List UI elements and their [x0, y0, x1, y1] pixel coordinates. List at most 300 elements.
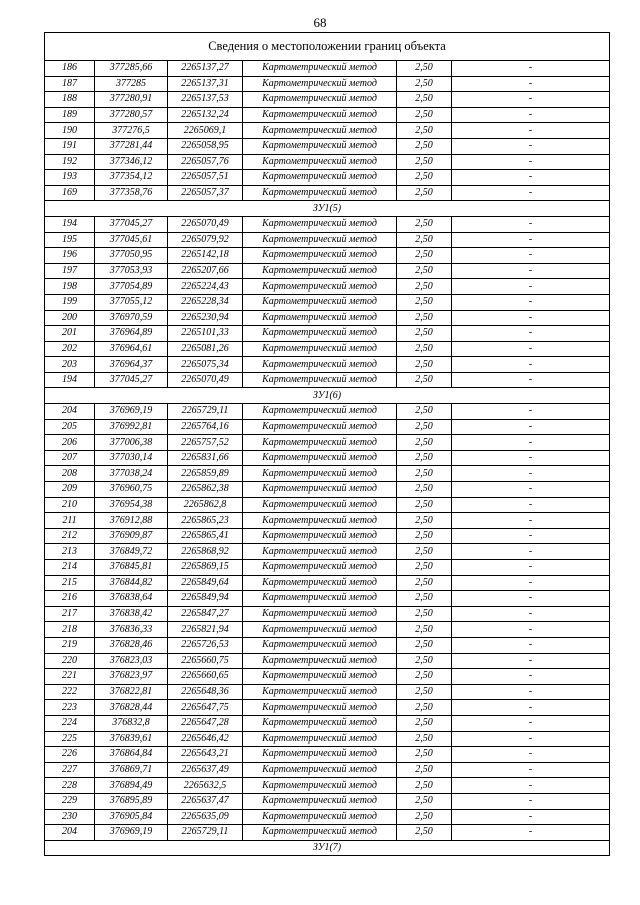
point-number: 214: [45, 560, 95, 576]
description-cell: -: [452, 435, 610, 451]
table-row: [45, 513, 610, 529]
accuracy-cell: 2,50: [397, 154, 452, 170]
accuracy-cell: 2,50: [397, 637, 452, 653]
method-cell: Картометрический метод: [243, 544, 397, 560]
accuracy-cell: 2,50: [397, 294, 452, 310]
coord-x: 376828,46: [95, 637, 168, 653]
coord-y: 2265865,23: [168, 513, 243, 529]
method-cell: Картометрический метод: [243, 107, 397, 123]
coord-y: 2265075,34: [168, 357, 243, 373]
table-row: [45, 637, 610, 653]
coord-y: 2265058,95: [168, 138, 243, 154]
accuracy-cell: 2,50: [397, 216, 452, 232]
description-cell: -: [452, 762, 610, 778]
table-row: [45, 248, 610, 264]
accuracy-cell: 2,50: [397, 747, 452, 763]
method-cell: Картометрический метод: [243, 700, 397, 716]
table-row: [45, 528, 610, 544]
coord-x: 377054,89: [95, 279, 168, 295]
coord-y: 2265132,24: [168, 107, 243, 123]
coord-y: 2265070,49: [168, 216, 243, 232]
accuracy-cell: 2,50: [397, 778, 452, 794]
accuracy-cell: 2,50: [397, 92, 452, 108]
method-cell: Картометрический метод: [243, 294, 397, 310]
method-cell: Картометрический метод: [243, 154, 397, 170]
coord-x: 377354,12: [95, 170, 168, 186]
coord-y: 2265137,27: [168, 61, 243, 77]
accuracy-cell: 2,50: [397, 404, 452, 420]
coord-x: 376822,81: [95, 684, 168, 700]
section-row: [45, 201, 610, 217]
coord-y: 2265637,49: [168, 762, 243, 778]
coord-y: 2265648,36: [168, 684, 243, 700]
accuracy-cell: 2,50: [397, 123, 452, 139]
coord-x: 377055,12: [95, 294, 168, 310]
coord-y: 2265137,31: [168, 76, 243, 92]
accuracy-cell: 2,50: [397, 482, 452, 498]
accuracy-cell: 2,50: [397, 170, 452, 186]
accuracy-cell: 2,50: [397, 825, 452, 841]
coord-y: 2265821,94: [168, 622, 243, 638]
table-row: [45, 372, 610, 388]
accuracy-cell: 2,50: [397, 575, 452, 591]
description-cell: -: [452, 778, 610, 794]
table-row: [45, 341, 610, 357]
method-cell: Картометрический метод: [243, 372, 397, 388]
description-cell: -: [452, 279, 610, 295]
accuracy-cell: 2,50: [397, 715, 452, 731]
table-row: [45, 622, 610, 638]
method-cell: Картометрический метод: [243, 232, 397, 248]
coord-x: 376969,19: [95, 825, 168, 841]
description-cell: -: [452, 513, 610, 529]
table-row: [45, 185, 610, 201]
point-number: 199: [45, 294, 95, 310]
coord-x: 377285,66: [95, 61, 168, 77]
point-number: 200: [45, 310, 95, 326]
table-row: [45, 404, 610, 420]
coord-x: 376845,81: [95, 560, 168, 576]
point-number: 225: [45, 731, 95, 747]
description-cell: -: [452, 404, 610, 420]
coord-y: 2265637,47: [168, 793, 243, 809]
method-cell: Картометрический метод: [243, 466, 397, 482]
coord-y: 2265862,8: [168, 497, 243, 513]
table-row: [45, 310, 610, 326]
point-number: 208: [45, 466, 95, 482]
method-cell: Картометрический метод: [243, 560, 397, 576]
point-number: 229: [45, 793, 95, 809]
coord-y: 2265137,53: [168, 92, 243, 108]
coord-x: 376909,87: [95, 528, 168, 544]
point-number: 204: [45, 825, 95, 841]
method-cell: Картометрический метод: [243, 762, 397, 778]
method-cell: Картометрический метод: [243, 669, 397, 685]
table-row: [45, 653, 610, 669]
accuracy-cell: 2,50: [397, 560, 452, 576]
description-cell: -: [452, 560, 610, 576]
point-number: 189: [45, 107, 95, 123]
point-number: 226: [45, 747, 95, 763]
table-title-row: [45, 33, 610, 61]
section-row: [45, 388, 610, 404]
accuracy-cell: 2,50: [397, 279, 452, 295]
point-number: 204: [45, 404, 95, 420]
accuracy-cell: 2,50: [397, 185, 452, 201]
table-row: [45, 544, 610, 560]
table-row: [45, 669, 610, 685]
point-number: 209: [45, 482, 95, 498]
coord-y: 2265764,16: [168, 419, 243, 435]
point-number: 197: [45, 263, 95, 279]
method-cell: Картометрический метод: [243, 185, 397, 201]
method-cell: Картометрический метод: [243, 809, 397, 825]
table-row: [45, 715, 610, 731]
point-number: 230: [45, 809, 95, 825]
accuracy-cell: 2,50: [397, 248, 452, 264]
coord-x: 376969,19: [95, 404, 168, 420]
method-cell: Картометрический метод: [243, 450, 397, 466]
table-body: [45, 33, 610, 856]
method-cell: Картометрический метод: [243, 216, 397, 232]
point-number: 224: [45, 715, 95, 731]
point-number: 227: [45, 762, 95, 778]
method-cell: Картометрический метод: [243, 731, 397, 747]
boundary-table: [44, 32, 610, 856]
coord-x: 376912,88: [95, 513, 168, 529]
coord-x: 376823,97: [95, 669, 168, 685]
description-cell: -: [452, 61, 610, 77]
coord-y: 2265207,66: [168, 263, 243, 279]
method-cell: Картометрический метод: [243, 497, 397, 513]
table-row: [45, 466, 610, 482]
table-row: [45, 61, 610, 77]
method-cell: Картометрический метод: [243, 653, 397, 669]
accuracy-cell: 2,50: [397, 731, 452, 747]
accuracy-cell: 2,50: [397, 669, 452, 685]
coord-x: 376836,33: [95, 622, 168, 638]
method-cell: Картометрический метод: [243, 747, 397, 763]
method-cell: Картометрический метод: [243, 248, 397, 264]
accuracy-cell: 2,50: [397, 497, 452, 513]
point-number: 205: [45, 419, 95, 435]
coord-y: 2265660,75: [168, 653, 243, 669]
description-cell: -: [452, 326, 610, 342]
point-number: 190: [45, 123, 95, 139]
description-cell: -: [452, 185, 610, 201]
coord-y: 2265646,42: [168, 731, 243, 747]
point-number: 186: [45, 61, 95, 77]
coord-y: 2265847,27: [168, 606, 243, 622]
coord-y: 2265228,34: [168, 294, 243, 310]
coord-x: 377006,38: [95, 435, 168, 451]
point-number: 220: [45, 653, 95, 669]
coord-x: 376839,61: [95, 731, 168, 747]
description-cell: -: [452, 669, 610, 685]
coord-x: 376838,42: [95, 606, 168, 622]
table-row: [45, 263, 610, 279]
method-cell: Картометрический метод: [243, 637, 397, 653]
table-row: [45, 216, 610, 232]
method-cell: Картометрический метод: [243, 684, 397, 700]
point-number: 228: [45, 778, 95, 794]
coord-x: 377358,76: [95, 185, 168, 201]
accuracy-cell: 2,50: [397, 138, 452, 154]
table-row: [45, 279, 610, 295]
method-cell: Картометрический метод: [243, 435, 397, 451]
method-cell: Картометрический метод: [243, 263, 397, 279]
section-label: ЗУ1(6): [45, 388, 610, 404]
description-cell: -: [452, 232, 610, 248]
accuracy-cell: 2,50: [397, 591, 452, 607]
description-cell: -: [452, 216, 610, 232]
coord-y: 2265869,15: [168, 560, 243, 576]
coord-y: 2265079,92: [168, 232, 243, 248]
method-cell: Картометрический метод: [243, 528, 397, 544]
table-row: [45, 326, 610, 342]
coord-y: 2265726,53: [168, 637, 243, 653]
method-cell: Картометрический метод: [243, 61, 397, 77]
table-row: [45, 123, 610, 139]
description-cell: -: [452, 92, 610, 108]
coord-x: 376844,82: [95, 575, 168, 591]
coord-y: 2265142,18: [168, 248, 243, 264]
point-number: 187: [45, 76, 95, 92]
point-number: 216: [45, 591, 95, 607]
point-number: 198: [45, 279, 95, 295]
table-row: [45, 793, 610, 809]
section-row: [45, 840, 610, 856]
description-cell: -: [452, 700, 610, 716]
method-cell: Картометрический метод: [243, 92, 397, 108]
coord-x: 377285: [95, 76, 168, 92]
description-cell: -: [452, 248, 610, 264]
description-cell: -: [452, 357, 610, 373]
coord-x: 377346,12: [95, 154, 168, 170]
coord-y: 2265635,09: [168, 809, 243, 825]
accuracy-cell: 2,50: [397, 310, 452, 326]
section-label: ЗУ1(5): [45, 201, 610, 217]
coord-x: 377038,24: [95, 466, 168, 482]
coord-x: 376849,72: [95, 544, 168, 560]
coord-y: 2265859,89: [168, 466, 243, 482]
table-row: [45, 809, 610, 825]
accuracy-cell: 2,50: [397, 606, 452, 622]
description-cell: -: [452, 138, 610, 154]
coord-y: 2265057,51: [168, 170, 243, 186]
accuracy-cell: 2,50: [397, 809, 452, 825]
coord-x: 376823,03: [95, 653, 168, 669]
point-number: 223: [45, 700, 95, 716]
coord-x: 377045,27: [95, 216, 168, 232]
point-number: 203: [45, 357, 95, 373]
accuracy-cell: 2,50: [397, 653, 452, 669]
description-cell: -: [452, 170, 610, 186]
method-cell: Картометрический метод: [243, 76, 397, 92]
coord-y: 2265868,92: [168, 544, 243, 560]
method-cell: Картометрический метод: [243, 357, 397, 373]
description-cell: -: [452, 606, 610, 622]
method-cell: Картометрический метод: [243, 513, 397, 529]
coord-x: 376895,89: [95, 793, 168, 809]
method-cell: Картометрический метод: [243, 793, 397, 809]
accuracy-cell: 2,50: [397, 450, 452, 466]
coord-x: 377280,57: [95, 107, 168, 123]
table-row: [45, 778, 610, 794]
accuracy-cell: 2,50: [397, 76, 452, 92]
description-cell: -: [452, 341, 610, 357]
method-cell: Картометрический метод: [243, 778, 397, 794]
table-row: [45, 435, 610, 451]
table-row: [45, 232, 610, 248]
method-cell: Картометрический метод: [243, 123, 397, 139]
description-cell: -: [452, 793, 610, 809]
coord-x: 376838,64: [95, 591, 168, 607]
point-number: 202: [45, 341, 95, 357]
point-number: 221: [45, 669, 95, 685]
point-number: 191: [45, 138, 95, 154]
coord-x: 376970,59: [95, 310, 168, 326]
method-cell: Картометрический метод: [243, 715, 397, 731]
description-cell: -: [452, 107, 610, 123]
description-cell: -: [452, 466, 610, 482]
accuracy-cell: 2,50: [397, 544, 452, 560]
description-cell: -: [452, 715, 610, 731]
accuracy-cell: 2,50: [397, 263, 452, 279]
description-cell: -: [452, 591, 610, 607]
method-cell: Картометрический метод: [243, 622, 397, 638]
point-number: 222: [45, 684, 95, 700]
point-number: 193: [45, 170, 95, 186]
method-cell: Картометрический метод: [243, 825, 397, 841]
table-row: [45, 294, 610, 310]
coord-x: 376832,8: [95, 715, 168, 731]
table-row: [45, 731, 610, 747]
point-number: 207: [45, 450, 95, 466]
method-cell: Картометрический метод: [243, 404, 397, 420]
accuracy-cell: 2,50: [397, 513, 452, 529]
table-row: [45, 747, 610, 763]
table-row: [45, 497, 610, 513]
accuracy-cell: 2,50: [397, 762, 452, 778]
coord-y: 2265647,75: [168, 700, 243, 716]
description-cell: -: [452, 544, 610, 560]
coord-y: 2265647,28: [168, 715, 243, 731]
table-row: [45, 138, 610, 154]
accuracy-cell: 2,50: [397, 528, 452, 544]
method-cell: Картометрический метод: [243, 170, 397, 186]
coord-x: 376905,84: [95, 809, 168, 825]
accuracy-cell: 2,50: [397, 232, 452, 248]
description-cell: -: [452, 731, 610, 747]
accuracy-cell: 2,50: [397, 357, 452, 373]
description-cell: -: [452, 528, 610, 544]
coord-y: 2265081,26: [168, 341, 243, 357]
coord-x: 377045,61: [95, 232, 168, 248]
coord-x: 377281,44: [95, 138, 168, 154]
point-number: 188: [45, 92, 95, 108]
point-number: 195: [45, 232, 95, 248]
method-cell: Картометрический метод: [243, 279, 397, 295]
accuracy-cell: 2,50: [397, 372, 452, 388]
coord-y: 2265849,64: [168, 575, 243, 591]
accuracy-cell: 2,50: [397, 622, 452, 638]
table-row: [45, 92, 610, 108]
coord-x: 376864,84: [95, 747, 168, 763]
point-number: 194: [45, 216, 95, 232]
point-number: 201: [45, 326, 95, 342]
coord-x: 376992,81: [95, 419, 168, 435]
method-cell: Картометрический метод: [243, 138, 397, 154]
coord-x: 377053,93: [95, 263, 168, 279]
description-cell: -: [452, 419, 610, 435]
description-cell: -: [452, 497, 610, 513]
coord-y: 2265632,5: [168, 778, 243, 794]
point-number: 194: [45, 372, 95, 388]
description-cell: -: [452, 575, 610, 591]
point-number: 210: [45, 497, 95, 513]
coord-y: 2265831,66: [168, 450, 243, 466]
table-row: [45, 762, 610, 778]
coord-x: 376960,75: [95, 482, 168, 498]
table-title: Сведения о местоположении границ объекта: [45, 33, 610, 61]
description-cell: -: [452, 637, 610, 653]
coord-y: 2265057,37: [168, 185, 243, 201]
coord-y: 2265729,11: [168, 404, 243, 420]
description-cell: -: [452, 622, 610, 638]
description-cell: -: [452, 154, 610, 170]
accuracy-cell: 2,50: [397, 107, 452, 123]
point-number: 213: [45, 544, 95, 560]
method-cell: Картометрический метод: [243, 606, 397, 622]
coord-y: 2265230,94: [168, 310, 243, 326]
description-cell: -: [452, 825, 610, 841]
table-row: [45, 560, 610, 576]
coord-y: 2265729,11: [168, 825, 243, 841]
description-cell: -: [452, 684, 610, 700]
coord-y: 2265757,52: [168, 435, 243, 451]
accuracy-cell: 2,50: [397, 684, 452, 700]
coord-y: 2265849,94: [168, 591, 243, 607]
method-cell: Картометрический метод: [243, 591, 397, 607]
description-cell: -: [452, 809, 610, 825]
table-row: [45, 700, 610, 716]
table-row: [45, 450, 610, 466]
coord-x: 376828,44: [95, 700, 168, 716]
description-cell: -: [452, 310, 610, 326]
method-cell: Картометрический метод: [243, 341, 397, 357]
point-number: 212: [45, 528, 95, 544]
method-cell: Картометрический метод: [243, 419, 397, 435]
table-row: [45, 107, 610, 123]
method-cell: Картометрический метод: [243, 575, 397, 591]
point-number: 215: [45, 575, 95, 591]
coord-x: 376894,49: [95, 778, 168, 794]
point-number: 196: [45, 248, 95, 264]
table-row: [45, 419, 610, 435]
accuracy-cell: 2,50: [397, 341, 452, 357]
point-number: 219: [45, 637, 95, 653]
coord-x: 376954,38: [95, 497, 168, 513]
coord-y: 2265101,33: [168, 326, 243, 342]
table-row: [45, 825, 610, 841]
method-cell: Картометрический метод: [243, 326, 397, 342]
point-number: 211: [45, 513, 95, 529]
table-row: [45, 591, 610, 607]
accuracy-cell: 2,50: [397, 793, 452, 809]
table-row: [45, 154, 610, 170]
coord-y: 2265660,65: [168, 669, 243, 685]
